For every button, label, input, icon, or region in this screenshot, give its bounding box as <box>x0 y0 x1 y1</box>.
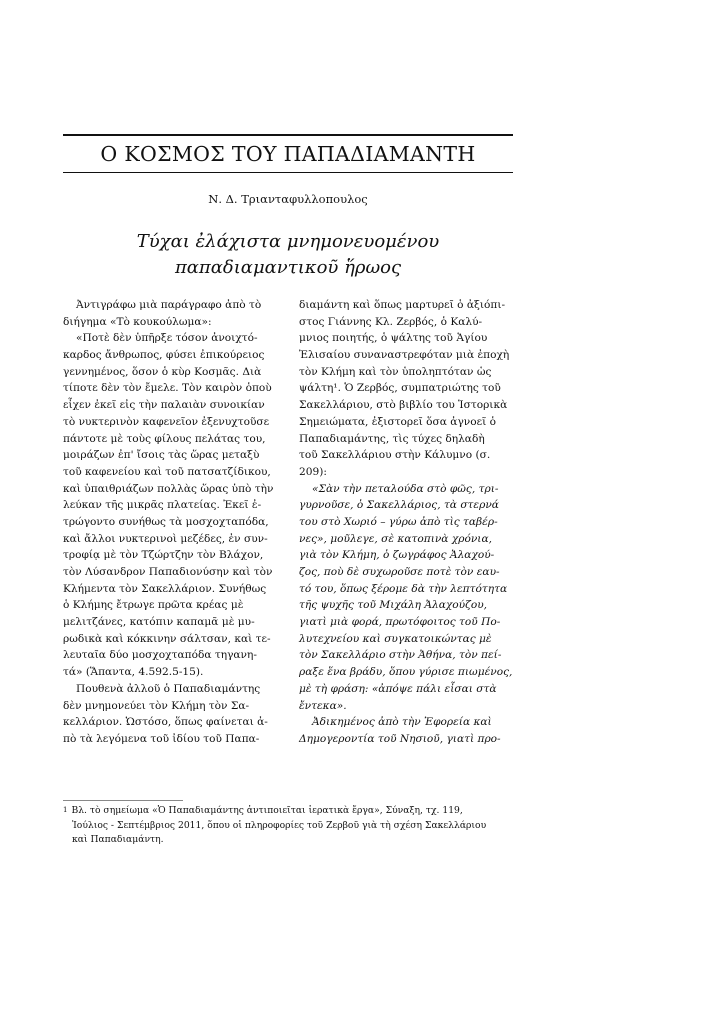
text-line: ὁ Κλήμης ἔτρωγε πρῶτα κρέας μὲ <box>63 599 244 612</box>
text-line: εἶχεν ἐκεῖ εἰς τὴν παλαιὰν συνοικίαν <box>63 399 265 412</box>
footnote <box>63 804 518 848</box>
text-line: καὶ ἄλλοι νυκτερινοὶ μεζέδες, ἐν συν- <box>63 532 268 545</box>
section-title: Ο ΚΟΣΜΟΣ ΤΟΥ ΠΑΠΑΔΙΑΜΑΝΤΗ <box>100 142 476 166</box>
text-line: καρδος ἄνθρωπος, φύσει ἐπικούρειος <box>63 349 265 362</box>
footnote-line: καὶ Παπαδιαμάντη. <box>72 834 164 845</box>
text-line: τῆς ψυχῆς τοῦ Μιχάλη Ἀλαχούζου, <box>299 599 488 612</box>
text-line: ἔντεκα». <box>299 699 347 712</box>
text-line: τὸν Κλήμη καὶ τὸν ὑποληπτόταν ὡς <box>299 365 492 378</box>
text-line: Παπαδιαμάντης, τὶς τύχες δηλαδὴ <box>299 432 485 445</box>
author-name: Ν. Δ. Τριανταφυλλοπουλος <box>208 192 368 206</box>
header-bottom-rule <box>63 172 513 173</box>
text-line: του στὸ Χωριό – γύρω ἀπὸ τὶς ταβέρ- <box>299 515 498 528</box>
text-line: γιατὶ μιὰ φορά, πρωτόφοιτος τοῦ Πο- <box>299 616 501 629</box>
footnote-line <box>63 804 518 819</box>
text-line: ραξε ἕνα βράδυ, ὅπου γύρισε πιωμένος, <box>299 666 513 679</box>
text-line: μοιράζων ἐπ' ἴσοις τὰς ὥρας μεταξὺ <box>63 449 260 462</box>
text-line: τὸν Σακελλάριο στὴν Ἀθήνα, τὸν πεί- <box>299 649 502 662</box>
footnote-rule <box>63 800 183 801</box>
article-title-line: παπαδιαμαντικοῦ ἥρωος <box>174 257 402 278</box>
text-line: Πουθενὰ ἀλλοῦ ὁ Παπαδιαμάντης <box>76 682 261 695</box>
text-line: τά» (Ἅπαντα, 4.592.5-15). <box>63 666 204 679</box>
text-line: τοῦ καφενείου καὶ τοῦ πατσατζίδικου, <box>63 465 271 478</box>
text-line: πάντοτε μὲ τοὺς φίλους πελάτας του, <box>63 432 266 445</box>
text-line: ψάλτη¹. Ὁ Ζερβός, συμπατριώτης τοῦ <box>299 382 501 395</box>
text-line: Ἀδικημένος ἀπὸ τὴν Ἐφορεία καὶ <box>312 716 492 729</box>
text-line: νες», μοῦλεγε, σὲ κατοπινὰ χρόνια, <box>299 532 492 545</box>
text-line: καὶ ὑπαιθριάζων πολλὰς ὥρας ὑπὸ τὴν <box>63 482 274 495</box>
text-line: ζος, ποὺ δὲ συχωροῦσε ποτὲ τὸν εαυ- <box>299 566 500 578</box>
header-top-rule <box>63 134 513 136</box>
text-line: κελλάριον. Ὡστόσο, ὅπως φαίνεται ἀ- <box>63 716 268 729</box>
footnote-line: Ἰούλιος - Σεπτέμβριος 2011, ὅπου οἱ πληροφορίες τοῦ Ζερβοῦ γιὰ τὴ σχέση Σακελλάριου <box>72 819 487 831</box>
text-line: τροφίᾳ μὲ τὸν Τζώρτζην τὸν Βλάχον, <box>63 549 264 562</box>
text-line: μνιος ποιητής, ὁ ψάλτης τοῦ Ἁγίου <box>299 332 488 345</box>
text-line: Ἐλισαίου συναναστρεφόταν μιὰ ἐποχὴ <box>299 349 510 362</box>
left-column <box>63 297 277 748</box>
text-line: «Σὰν τὴν πεταλούδα στὸ φῶς, τρι- <box>312 482 499 495</box>
text-line: Κλήμεντα τὸν Σακελλάριον. Συνήθως <box>63 582 267 595</box>
text-line: τὸν Λύσανδρον Παπαδιονύσην καὶ τὸν <box>63 566 273 578</box>
text-line: 209): <box>299 465 327 478</box>
text-line: Ἀντιγράφω μιὰ παράγραφο ἀπὸ τὸ <box>76 299 262 311</box>
text-line: γεννημένος, ὅσον ὁ κὺρ Κοσμᾶς. Διὰ <box>63 365 262 378</box>
text-line: Δημογεροντία τοῦ Νησιοῦ, γιατὶ προ- <box>299 732 501 745</box>
text-line: διαμάντη καὶ ὅπως μαρτυρεῖ ὁ ἀξιόπι- <box>299 299 506 311</box>
text-line: Σακελλάριου, στὸ βιβλίο του Ἱστορικὰ <box>299 399 508 412</box>
text-line: πὸ τὰ λεγόμενα τοῦ ἰδίου τοῦ Παπα- <box>63 732 260 745</box>
text-line: ρωδικὰ καὶ κόκκινην σάλτσαν, καὶ τε- <box>63 632 271 645</box>
text-line: «Ποτὲ δὲν ὑπῆρξε τόσον ἀνοιχτό- <box>76 332 258 345</box>
footnote-text: Βλ. τὸ σημείωμα «Ὁ Παπαδιαμάντης ἀντιποιεῖται ἱερατικὰ ἔργα», Σύναξη, τχ. 119, <box>71 805 463 816</box>
text-line: λεύκαν τῆς μικρᾶς πλατείας. Ἐκεῖ ἐ- <box>63 499 262 512</box>
text-line: τό του, ὅπως ξέρομε δὰ τὴν λεπτότητα <box>299 582 508 595</box>
text-line: τίποτε δὲν τὸν ἔμελε. Τὸν καιρὸν ὁποὺ <box>63 382 272 395</box>
article-title-line: Τύχαι ἐλάχιστα μνημονευομένου <box>136 231 440 252</box>
footnote-number: 1 <box>63 806 68 814</box>
text-line: τὸ νυκτερινὸν καφενεῖον ἐξενυχτοῦσε <box>63 415 270 428</box>
text-line: γιὰ τὸν Κλήμη, ὁ ζωγράφος Ἀλαχού- <box>299 549 495 562</box>
text-line: γυρνοῦσε, ὁ Σακελλάριος, τὰ στερνά <box>299 499 499 512</box>
text-line: μὲ τὴ φράση: «ἀπόψε πάλι εἶσαι στὰ <box>299 682 497 695</box>
text-line: τοῦ Σακελλάριου στὴν Κάλυμνο (σ. <box>299 449 491 462</box>
text-line: μελιτζάνες, κατόπιν καπαμᾶ μὲ μυ- <box>63 616 255 629</box>
text-line: τρώγοντο συνήθως τὰ μοσχοχταπόδα, <box>63 515 269 528</box>
text-line: λευταῖα δύο μοσχοχταπόδα τηγανη- <box>63 649 257 662</box>
text-line: διήγημα «Τὸ κουκούλωμα»: <box>63 315 212 328</box>
article-title <box>63 229 513 281</box>
text-line: Σημειώματα, ἐξιστορεῖ ὅσα ἀγνοεῖ ὁ <box>299 415 496 428</box>
text-line: δὲν μνημονεύει τὸν Κλήμη τὸν Σα- <box>63 699 250 712</box>
text-line: λυτεχνείου καὶ συγκατοικώντας μὲ <box>299 632 492 645</box>
right-column <box>299 297 513 748</box>
text-line: στος Γιάννης Κλ. Ζερβός, ὁ Καλύ- <box>299 315 483 328</box>
